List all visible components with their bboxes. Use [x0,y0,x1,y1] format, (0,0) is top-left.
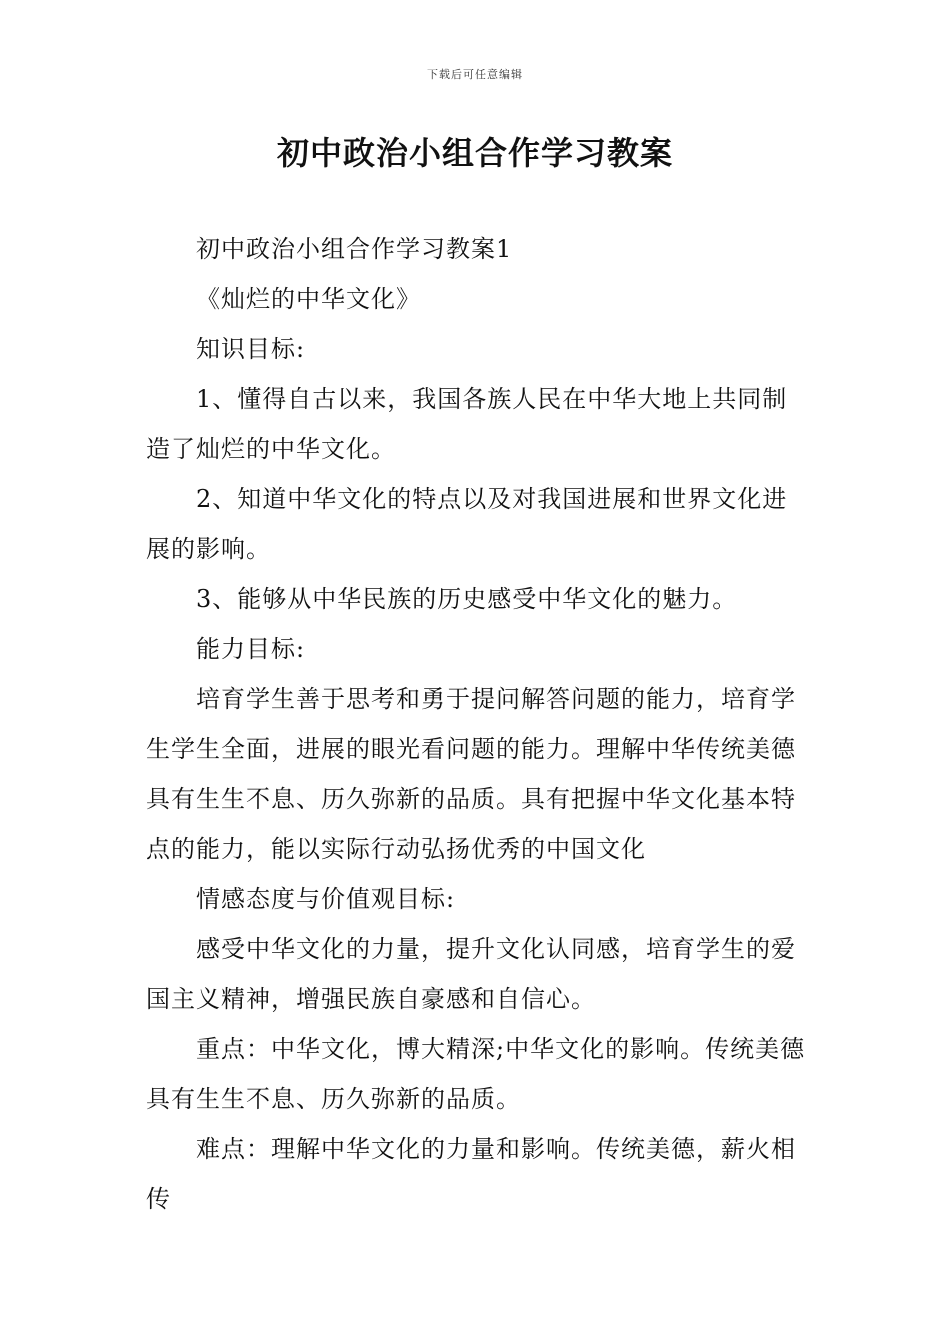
section-heading: 初中政治小组合作学习教案1 [196,235,513,263]
key-points-text: 重点：中华文化，博大精深;中华文化的影响。传统美德具有生生不息、历久弥新的品质。 [146,1035,806,1113]
attitude-goals-heading: 情感态度与价值观目标: [196,885,456,913]
knowledge-goals-heading: 知识目标: [196,335,306,363]
document-body [146,224,806,1224]
knowledge-goal-3: 3、能够从中华民族的历史感受中华文化的魅力。 [196,585,738,613]
knowledge-goal-1: 1、懂得自古以来，我国各族人民在中华大地上共同制造了灿烂的中华文化。 [146,385,788,463]
ability-goals-heading: 能力目标: [196,635,306,663]
knowledge-goal-2: 2、知道中华文化的特点以及对我国进展和世界文化进展的影响。 [146,485,788,563]
document-title: 初中政治小组合作学习教案 [276,134,673,172]
difficult-points-text: 难点：理解中华文化的力量和影响。传统美德，薪火相传 [146,1135,796,1213]
lesson-title: 《灿烂的中华文化》 [196,285,421,313]
attitude-goals-text: 感受中华文化的力量，提升文化认同感，培育学生的爱国主义精神，增强民族自豪感和自信心。 [146,935,796,1013]
ability-goals-text: 培育学生善于思考和勇于提问解答问题的能力，培育学生学生全面，进展的眼光看问题的能力。理解中华传统美德具有生生不息、历久弥新的品质。具有把握中华文化基本特点的能力，能以实际行动弘扬优秀的中国文化 [146,685,796,863]
header-note: 下载后可任意编辑 [427,68,523,81]
